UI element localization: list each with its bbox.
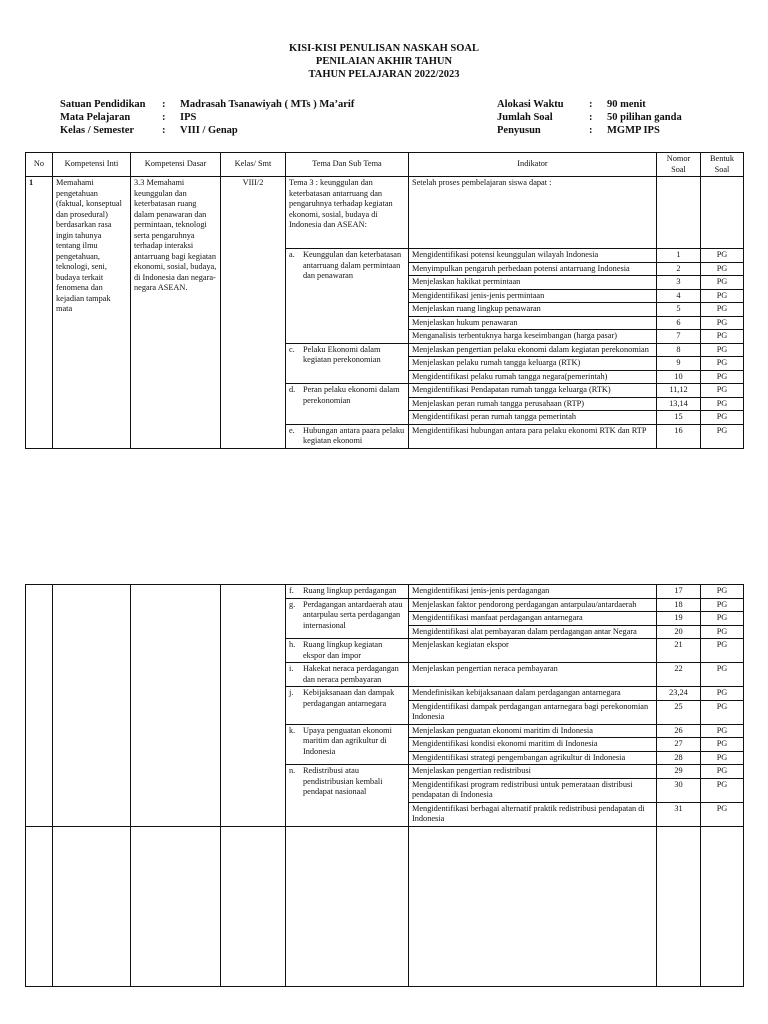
bentuk-soal-cell: PG bbox=[701, 738, 744, 752]
nomor-soal-cell: 16 bbox=[657, 424, 701, 448]
nomor-soal-cell: 1 bbox=[657, 249, 701, 263]
indikator-cell: Mendefinisikan kebijaksanaan dalam perdagangan antarnegara bbox=[409, 687, 657, 701]
nomor-soal-cell: 10 bbox=[657, 370, 701, 384]
nomor-soal-cell: 5 bbox=[657, 303, 701, 317]
bentuk-soal-cell: PG bbox=[701, 700, 744, 724]
header-bentuk-soal: Bentuk Soal bbox=[701, 153, 744, 177]
indikator-cell: Menjelaskan penguatan ekonomi maritim di Indonesia bbox=[409, 724, 657, 738]
bentuk-soal-cell: PG bbox=[701, 330, 744, 344]
bentuk-soal-cell: PG bbox=[701, 687, 744, 701]
meta-colon: : bbox=[589, 99, 593, 110]
kompetensi-dasar-cell: 3.3 Memahami keunggulan dan keterbatasan ruang dalam penawaran dan permintaan, teknologi serta pengaruhnya terhadap interaksi antarruang bagi kegiatan ekonomi, sosial, budaya, di Indonesia dan negara-negara ASEAN. bbox=[131, 177, 221, 449]
bentuk-soal-cell: PG bbox=[701, 370, 744, 384]
subtheme-title: Pelaku Ekonomi dalam kegiatan perekonomian bbox=[303, 344, 381, 364]
subtheme-title: Kebijaksanaan dan dampak perdagangan antarnegara bbox=[303, 688, 395, 708]
indikator-cell: Mengidentifikasi potensi keunggulan wilayah Indonesia bbox=[409, 249, 657, 263]
indikator-cell: Menjelaskan ruang lingkup penawaran bbox=[409, 303, 657, 317]
indikator-cell: Mengidentifikasi berbagai alternatif praktik redistribusi pendapatan di Indonesia bbox=[409, 802, 657, 826]
bentuk-soal-cell: PG bbox=[701, 411, 744, 425]
header-kelas-smt: Kelas/ Smt bbox=[221, 153, 286, 177]
nomor-soal-cell: 8 bbox=[657, 343, 701, 357]
nomor-soal-cell: 21 bbox=[657, 639, 701, 663]
nomor-soal-cell: 9 bbox=[657, 357, 701, 371]
kompetensi-inti-cell: Memahami pengetahuan (faktual, konseptual dan prosedural) berdasarkan rasa ingin tahunya tentang ilmu pengetahuan, teknologi, seni, budaya terkait fenomena dan kejadian tampak mata bbox=[53, 177, 131, 449]
bentuk-soal-cell: PG bbox=[701, 397, 744, 411]
table-row bbox=[26, 177, 744, 249]
tema-subtheme-cell bbox=[286, 663, 409, 687]
meta-row bbox=[497, 98, 682, 111]
header-indikator: Indikator bbox=[409, 153, 657, 177]
nomor-soal-cell: 30 bbox=[657, 778, 701, 802]
table-row bbox=[26, 585, 744, 599]
nomor-soal-cell: 26 bbox=[657, 724, 701, 738]
bentuk-soal-cell: PG bbox=[701, 625, 744, 639]
subtheme-letter: d. bbox=[289, 385, 296, 394]
nomor-soal-cell: 13,14 bbox=[657, 397, 701, 411]
nomor-soal-cell: 4 bbox=[657, 289, 701, 303]
bentuk-soal-cell: PG bbox=[701, 585, 744, 599]
bentuk-soal-cell: PG bbox=[701, 663, 744, 687]
meta-colon: : bbox=[162, 99, 166, 110]
bentuk-soal-cell: PG bbox=[701, 802, 744, 826]
nomor-soal-cell: 19 bbox=[657, 612, 701, 626]
nomor-soal-cell: 23,24 bbox=[657, 687, 701, 701]
indikator-cell: Mengidentifikasi hubungan antara para pelaku ekonomi RTK dan RTP bbox=[409, 424, 657, 448]
meta-left bbox=[60, 98, 354, 137]
indikator-cell: Mengidentifikasi peran rumah tangga pemerintah bbox=[409, 411, 657, 425]
nomor-soal-cell: 2 bbox=[657, 262, 701, 276]
indikator-cell: Mengidentifikasi jenis-jenis perdagangan bbox=[409, 585, 657, 599]
meta-value: 50 pilihan ganda bbox=[607, 112, 682, 123]
bentuk-cell bbox=[701, 177, 744, 249]
empty-no-cell bbox=[26, 585, 53, 827]
subtheme-letter: g. bbox=[289, 599, 296, 609]
header-row bbox=[26, 153, 744, 177]
indikator-cell: Menjelaskan hakikat permintaan bbox=[409, 276, 657, 290]
indikator-cell: Menjelaskan hukum penawaran bbox=[409, 316, 657, 330]
bentuk-soal-cell: PG bbox=[701, 384, 744, 398]
indikator-cell: Mengidentifikasi alat pembayaran dalam perdagangan antar Negara bbox=[409, 625, 657, 639]
document-title bbox=[0, 42, 768, 81]
meta-value: 90 menit bbox=[607, 99, 646, 110]
subtheme-letter: j. bbox=[289, 688, 294, 697]
meta-key: Penyusun bbox=[497, 125, 541, 136]
header-no: No bbox=[26, 153, 53, 177]
bentuk-soal-cell: PG bbox=[701, 751, 744, 765]
blank-cell bbox=[131, 826, 221, 986]
indikator-cell: Menjelaskan faktor pendorong perdagangan antarpulau/antardaerah bbox=[409, 598, 657, 612]
subtheme-letter: i. bbox=[289, 664, 294, 673]
bentuk-soal-cell: PG bbox=[701, 249, 744, 263]
indikator-cell: Menyimpulkan pengaruh perbedaan potensi antarruang Indonesia bbox=[409, 262, 657, 276]
row-number: 1 bbox=[26, 177, 53, 449]
bentuk-soal-cell: PG bbox=[701, 289, 744, 303]
indikator-cell: Menjelaskan kegiatan ekspor bbox=[409, 639, 657, 663]
nomor-soal-cell: 6 bbox=[657, 316, 701, 330]
indikator-cell: Menjelaskan pengertian pelaku ekonomi dalam kegiatan perekonomian bbox=[409, 343, 657, 357]
bentuk-soal-cell: PG bbox=[701, 343, 744, 357]
subtheme-title: Hubungan antara paara pelaku kegiatan ekonomi bbox=[303, 425, 405, 445]
subtheme-letter: k. bbox=[289, 725, 296, 735]
subtheme-letter: f. bbox=[289, 586, 294, 595]
tema-subtheme-cell bbox=[286, 424, 409, 448]
header-kompetensi-dasar: Kompetensi Dasar bbox=[131, 153, 221, 177]
empty-kelas-cell bbox=[221, 585, 286, 827]
bentuk-soal-cell: PG bbox=[701, 778, 744, 802]
indikator-cell: Mengidentifikasi kondisi ekonomi maritim di Indonesia bbox=[409, 738, 657, 752]
subtheme-letter: e. bbox=[289, 425, 295, 435]
subtheme-title: Keunggulan dan keterbatasan antarruang dalam permintaan dan penawaran bbox=[303, 250, 402, 280]
meta-row bbox=[60, 124, 354, 137]
nomor-soal-cell: 17 bbox=[657, 585, 701, 599]
meta-key: Mata Pelajaran bbox=[60, 112, 131, 123]
header-nomor-soal: Nomor Soal bbox=[657, 153, 701, 177]
subtheme-letter: h. bbox=[289, 640, 296, 649]
subtheme-letter: a. bbox=[289, 250, 295, 259]
tema-subtheme-cell bbox=[286, 765, 409, 827]
meta-key: Jumlah Soal bbox=[497, 112, 553, 123]
title-line: TAHUN PELAJARAN 2022/2023 bbox=[308, 69, 460, 80]
nomor-soal-cell: 29 bbox=[657, 765, 701, 779]
empty-kd-cell bbox=[131, 585, 221, 827]
indikator-cell: Mengidentifikasi manfaat perdagangan antarnegara bbox=[409, 612, 657, 626]
bentuk-soal-cell: PG bbox=[701, 424, 744, 448]
nomor-soal-cell: 11,12 bbox=[657, 384, 701, 398]
meta-row bbox=[497, 124, 682, 137]
bentuk-soal-cell: PG bbox=[701, 724, 744, 738]
nomor-soal-cell: 31 bbox=[657, 802, 701, 826]
meta-value: IPS bbox=[180, 112, 197, 123]
indikator-cell: Menganalisis terbentuknya harga keseimbangan (harga pasar) bbox=[409, 330, 657, 344]
tema-subtheme-cell bbox=[286, 639, 409, 663]
meta-row bbox=[497, 111, 682, 124]
nomor-soal-cell: 25 bbox=[657, 700, 701, 724]
tema-subtheme-cell bbox=[286, 249, 409, 344]
tema-subtheme-cell bbox=[286, 585, 409, 599]
indikator-cell: Mengidentifikasi pelaku rumah tangga negara(pemerintah) bbox=[409, 370, 657, 384]
blank-cell bbox=[409, 826, 657, 986]
kisi-kisi-table-page-2 bbox=[25, 584, 744, 987]
nomor-soal-cell: 18 bbox=[657, 598, 701, 612]
title-line: KISI-KISI PENULISAN NASKAH SOAL bbox=[289, 43, 479, 54]
meta-colon: : bbox=[162, 112, 166, 123]
blank-cell bbox=[286, 826, 409, 986]
subtheme-title: Perdagangan antardaerah atau antarpulau serta perdagangan internasional bbox=[303, 599, 403, 630]
blank-cell bbox=[657, 826, 701, 986]
subtheme-title: Redistribusi atau pendistribusian kembali pendapat nasionaal bbox=[303, 766, 383, 796]
bentuk-soal-cell: PG bbox=[701, 639, 744, 663]
subtheme-letter: c. bbox=[289, 344, 295, 354]
subtheme-title: Hakekat neraca perdagangan dan neraca pembayaran bbox=[303, 664, 399, 684]
nomor-soal-cell: 15 bbox=[657, 411, 701, 425]
indikator-cell: Menjelaskan pelaku rumah tangga keluarga (RTK) bbox=[409, 357, 657, 371]
tema-subtheme-cell bbox=[286, 598, 409, 639]
tema-subtheme-cell bbox=[286, 384, 409, 425]
meta-colon: : bbox=[589, 112, 593, 123]
meta-colon: : bbox=[589, 125, 593, 136]
meta-key: Alokasi Waktu bbox=[497, 99, 564, 110]
meta-key: Satuan Pendidikan bbox=[60, 99, 146, 110]
subtheme-title: Peran pelaku ekonomi dalam perekonomian bbox=[303, 385, 400, 405]
nomor-cell bbox=[657, 177, 701, 249]
nomor-soal-cell: 28 bbox=[657, 751, 701, 765]
subtheme-letter: n. bbox=[289, 766, 296, 775]
indikator-cell: Menjelaskan pengertian neraca pembayaran bbox=[409, 663, 657, 687]
header-kompetensi-inti: Kompetensi Inti bbox=[53, 153, 131, 177]
bentuk-soal-cell: PG bbox=[701, 276, 744, 290]
indikator-intro-cell: Setelah proses pembelajaran siswa dapat : bbox=[409, 177, 657, 249]
tema-subtheme-cell bbox=[286, 724, 409, 765]
indikator-cell: Mengidentifikasi dampak perdagangan antarnegara bagi perekonomian Indonesia bbox=[409, 700, 657, 724]
meta-value: Madrasah Tsanawiyah ( MTs ) Ma’arif bbox=[180, 99, 355, 110]
tema-subtheme-cell bbox=[286, 687, 409, 725]
blank-cell bbox=[221, 826, 286, 986]
meta-row bbox=[60, 111, 354, 124]
bentuk-soal-cell: PG bbox=[701, 612, 744, 626]
meta-row bbox=[60, 98, 354, 111]
blank-cell bbox=[701, 826, 744, 986]
tema-intro-cell: Tema 3 : keunggulan dan keterbatasan antarruang dan pengaruhnya terhadap kegiatan ekonomi, sosial, budaya di Indonesia dan ASEAN: bbox=[286, 177, 409, 249]
blank-row bbox=[26, 826, 744, 986]
nomor-soal-cell: 7 bbox=[657, 330, 701, 344]
meta-value: MGMP IPS bbox=[607, 125, 660, 136]
indikator-cell: Mengidentifikasi strategi pengembangan agrikultur di Indonesia bbox=[409, 751, 657, 765]
tema-subtheme-cell bbox=[286, 343, 409, 384]
meta-key: Kelas / Semester bbox=[60, 125, 135, 136]
bentuk-soal-cell: PG bbox=[701, 316, 744, 330]
subtheme-title: Ruang lingkup kegiatan ekspor dan impor bbox=[303, 640, 383, 660]
indikator-cell: Mengidentifikasi Pendapatan rumah tangga keluarga (RTK) bbox=[409, 384, 657, 398]
bentuk-soal-cell: PG bbox=[701, 303, 744, 317]
header-tema: Tema Dan Sub Tema bbox=[286, 153, 409, 177]
blank-cell bbox=[26, 826, 53, 986]
indikator-cell: Mengidentifikasi program redistribusi untuk pemerataan distribusi pendapatan di Indonesia bbox=[409, 778, 657, 802]
indikator-cell: Mengidentifikasi jenis-jenis permintaan bbox=[409, 289, 657, 303]
kisi-kisi-table-page-1 bbox=[25, 152, 744, 449]
indikator-cell: Menjelaskan peran rumah tangga perusahaan (RTP) bbox=[409, 397, 657, 411]
nomor-soal-cell: 27 bbox=[657, 738, 701, 752]
nomor-soal-cell: 3 bbox=[657, 276, 701, 290]
nomor-soal-cell: 20 bbox=[657, 625, 701, 639]
bentuk-soal-cell: PG bbox=[701, 262, 744, 276]
subtheme-title: Ruang lingkup perdagangan bbox=[303, 586, 397, 595]
blank-cell bbox=[53, 826, 131, 986]
nomor-soal-cell: 22 bbox=[657, 663, 701, 687]
bentuk-soal-cell: PG bbox=[701, 357, 744, 371]
bentuk-soal-cell: PG bbox=[701, 765, 744, 779]
meta-colon: : bbox=[162, 125, 166, 136]
empty-ki-cell bbox=[53, 585, 131, 827]
indikator-cell: Menjelaskan pengertian redistribusi bbox=[409, 765, 657, 779]
bentuk-soal-cell: PG bbox=[701, 598, 744, 612]
meta-value: VIII / Genap bbox=[180, 125, 238, 136]
subtheme-title: Upaya penguatan ekonomi maritim dan agrikultur di Indonesia bbox=[303, 725, 392, 756]
title-line: PENILAIAN AKHIR TAHUN bbox=[315, 56, 453, 67]
meta-right bbox=[497, 98, 682, 137]
kelas-cell: VIII/2 bbox=[221, 177, 286, 449]
